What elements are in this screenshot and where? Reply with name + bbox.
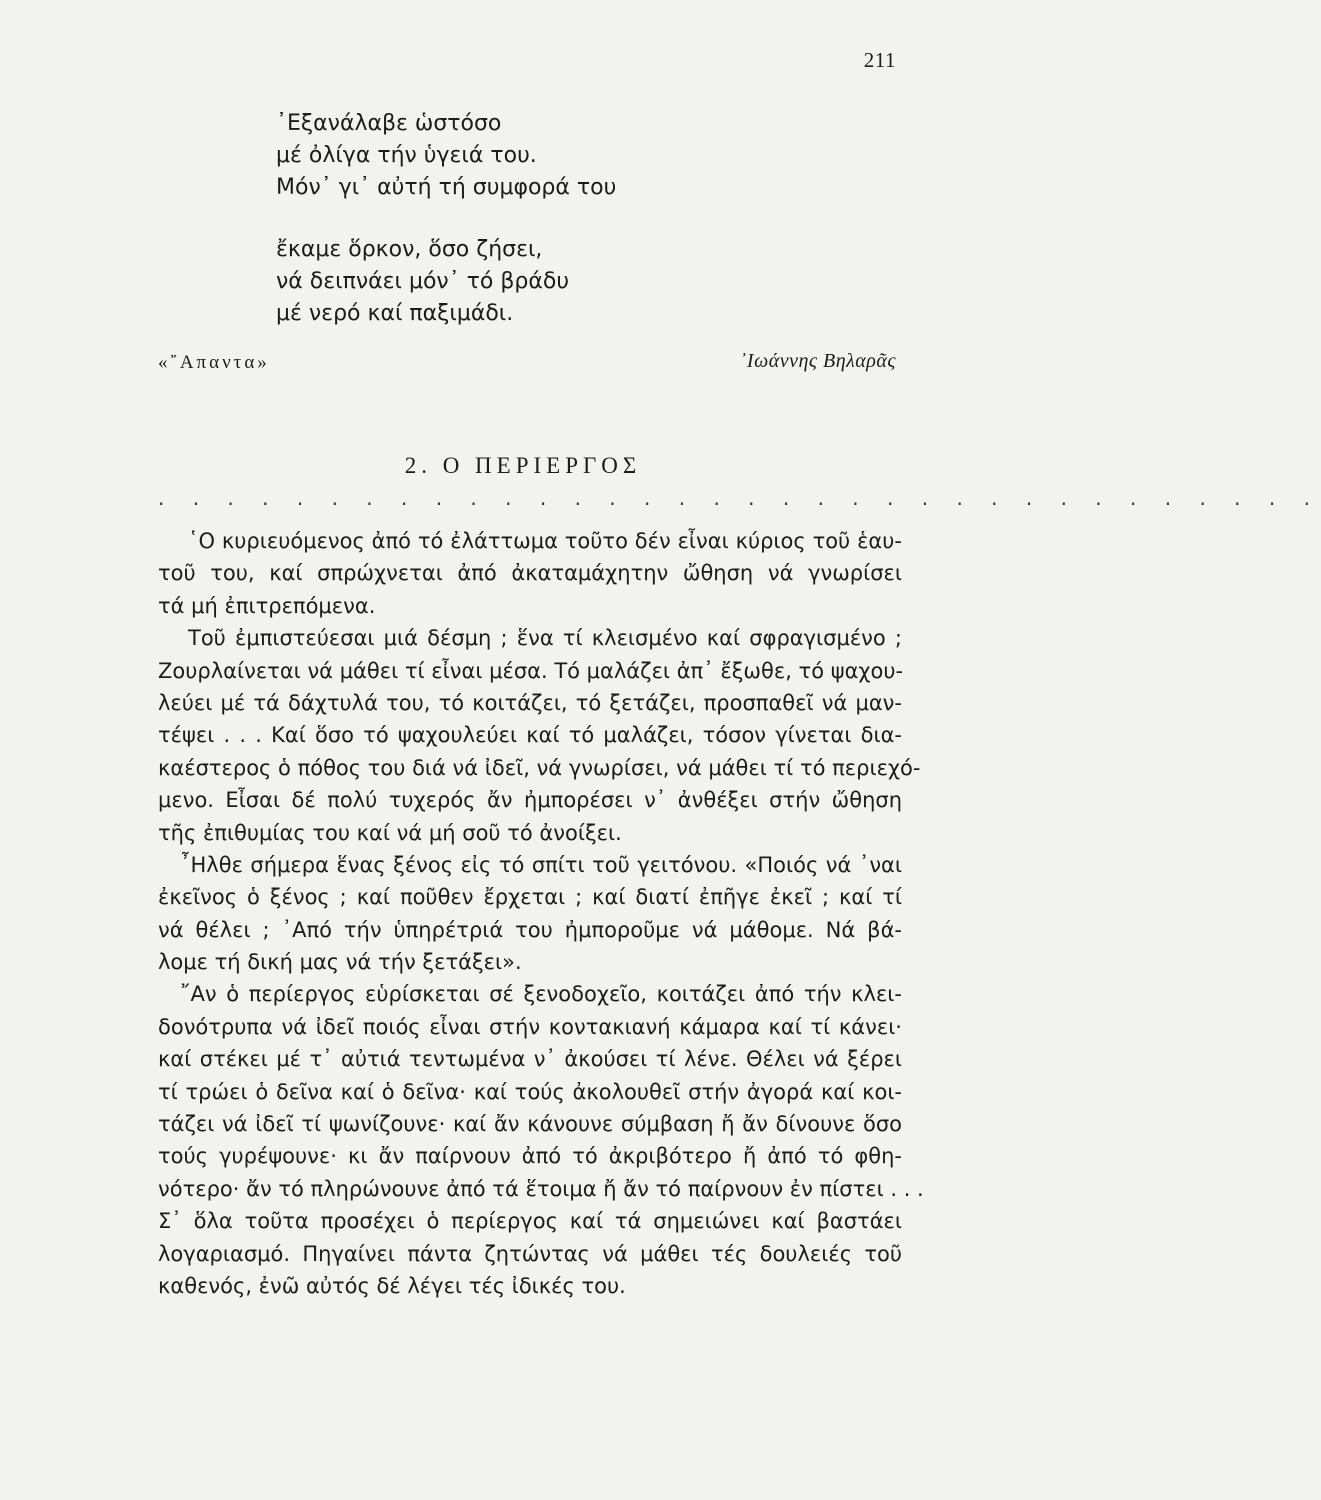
text-line: νά θέλει ; ᾿Από τήν ὑπηρέτριά του ἠμποροῦμε νά μάθομε. Νά βά- xyxy=(158,917,902,942)
poem-author: ᾿Ιωάννης Βηλαρᾶς xyxy=(739,350,896,372)
section-title: 2. Ο ΠΕΡΙΕΡΓΟΣ xyxy=(404,453,642,478)
text-line: τά μή ἐπιτρεπόμενα. xyxy=(158,593,376,618)
text-line: τούς γυρέψουνε· κι ἄν παίρνουν ἀπό τό ἀκριβότερο ἤ ἀπό τό φθη- xyxy=(158,1144,902,1169)
text-line: μενο. Εἶσαι δέ πολύ τυχερός ἄν ἠμπορέσει ν᾿ ἀνθέξει στήν ὤθηση xyxy=(158,788,902,813)
poem-line: ᾿Εξανάλαβε ὡστόσο xyxy=(276,111,502,136)
ellipsis-line: . . . . . . . . . . . . . . . . . . . . . . . . . . . . . . . . . . xyxy=(158,486,1321,510)
text-line: Ζουρλαίνεται νά μάθει τί εἶναι μέσα. Τό μαλάζει ἀπ᾿ ἔξωθε, τό ψαχου- xyxy=(158,658,904,683)
text-line: ῏Ηλθε σήμερα ἕνας ξένος εἰς τό σπίτι τοῦ γειτόνου. «Ποιός νά ᾿ναι xyxy=(180,852,902,877)
body-text xyxy=(158,525,924,1302)
text-line: ῎Αν ὁ περίεργος εὑρίσκεται σέ ξενοδοχεῖο, κοιτάζει ἀπό τήν κλει- xyxy=(180,982,902,1007)
text-line: καί στέκει μέ τ᾿ αὐτιά τεντωμένα ν᾿ ἀκούσει τί λένε. Θέλει νά ξέρει xyxy=(158,1047,902,1072)
text-line: λεύει μέ τά δάχτυλά του, τό κοιτάζει, τό ξετάζει, προσπαθεῖ νά μαν- xyxy=(158,690,902,715)
text-line: λομε τή δική μας νά τήν ξετάξει». xyxy=(158,950,522,975)
poem-line: Μόν᾿ γι᾿ αὐτή τή συμφορά του xyxy=(276,175,617,200)
poem-line: ἔκαμε ὅρκον, ὅσο ζήσει, xyxy=(276,237,543,262)
text-line: Σ᾿ ὅλα τοῦτα προσέχει ὁ περίεργος καί τά σημειώνει καί βαστάει xyxy=(158,1209,902,1234)
text-line: δονότρυπα νά ἰδεῖ ποιός εἶναι στήν κοντακιανή κάμαρα καί τί κάνει· xyxy=(158,1014,902,1039)
text-line: ῾Ο κυριευόμενος ἀπό τό ἐλάττωμα τοῦτο δέν εἶναι κύριος τοῦ ἑαυ- xyxy=(188,529,902,553)
text-line: τοῦ του, καί σπρώχνεται ἀπό ἀκαταμάχητην ὤθηση νά γνωρίσει xyxy=(158,561,902,586)
poem-stanza-2 xyxy=(276,234,616,330)
poem-line: μέ ὀλίγα τήν ὑγειά του. xyxy=(276,143,537,168)
text-line: καθενός, ἐνῶ αὐτός δέ λέγει τές ἰδικές του. xyxy=(158,1273,626,1298)
poem-stanza-1 xyxy=(276,108,616,204)
poem xyxy=(276,108,616,330)
poem-line: νά δειπνάει μόν᾿ τό βράδυ xyxy=(276,269,570,294)
page-number: 211 xyxy=(863,48,896,72)
poem-line: μέ νερό καί παξιμάδι. xyxy=(276,301,514,326)
text-line: καέστερος ὁ πόθος του διά νά ἰδεῖ, νά γνωρίσει, νά μάθει τί τό περιεχό- xyxy=(158,755,921,780)
poem-source: «῎Απαντα» xyxy=(158,352,270,373)
text-line: Τοῦ ἐμπιστεύεσαι μιά δέσμη ; ἕνα τί κλεισμένο καί σφραγισμένο ; xyxy=(188,626,902,651)
text-line: νότερο· ἄν τό πληρώνουνε ἀπό τά ἕτοιμα ἤ ἄν τό παίρνουν ἐν πίστει . . . xyxy=(158,1176,924,1201)
text-line: λογαριασμό. Πηγαίνει πάντα ζητώντας νά μάθει τές δουλειές τοῦ xyxy=(158,1241,902,1266)
text-line: ἐκεῖνος ὁ ξένος ; καί ποῦθεν ἔρχεται ; καί διατί ἐπῆγε ἐκεῖ ; καί τί xyxy=(158,885,902,910)
text-line: τῆς ἐπιθυμίας του καί νά μή σοῦ τό ἀνοίξει. xyxy=(158,820,622,845)
text-line: τάζει νά ἰδεῖ τί ψωνίζουνε· καί ἄν κάνουνε σύμβαση ἤ ἄν δίνουνε ὅσο xyxy=(158,1112,902,1137)
text-line: τί τρώει ὁ δεῖνα καί ὁ δεῖνα· καί τούς ἀκολουθεῖ στήν ἀγορά καί κοι- xyxy=(158,1079,902,1104)
text-line: τέψει . . . Καί ὅσο τό ψαχουλεύει καί τό μαλάζει, τόσον γίνεται δια- xyxy=(158,723,902,748)
